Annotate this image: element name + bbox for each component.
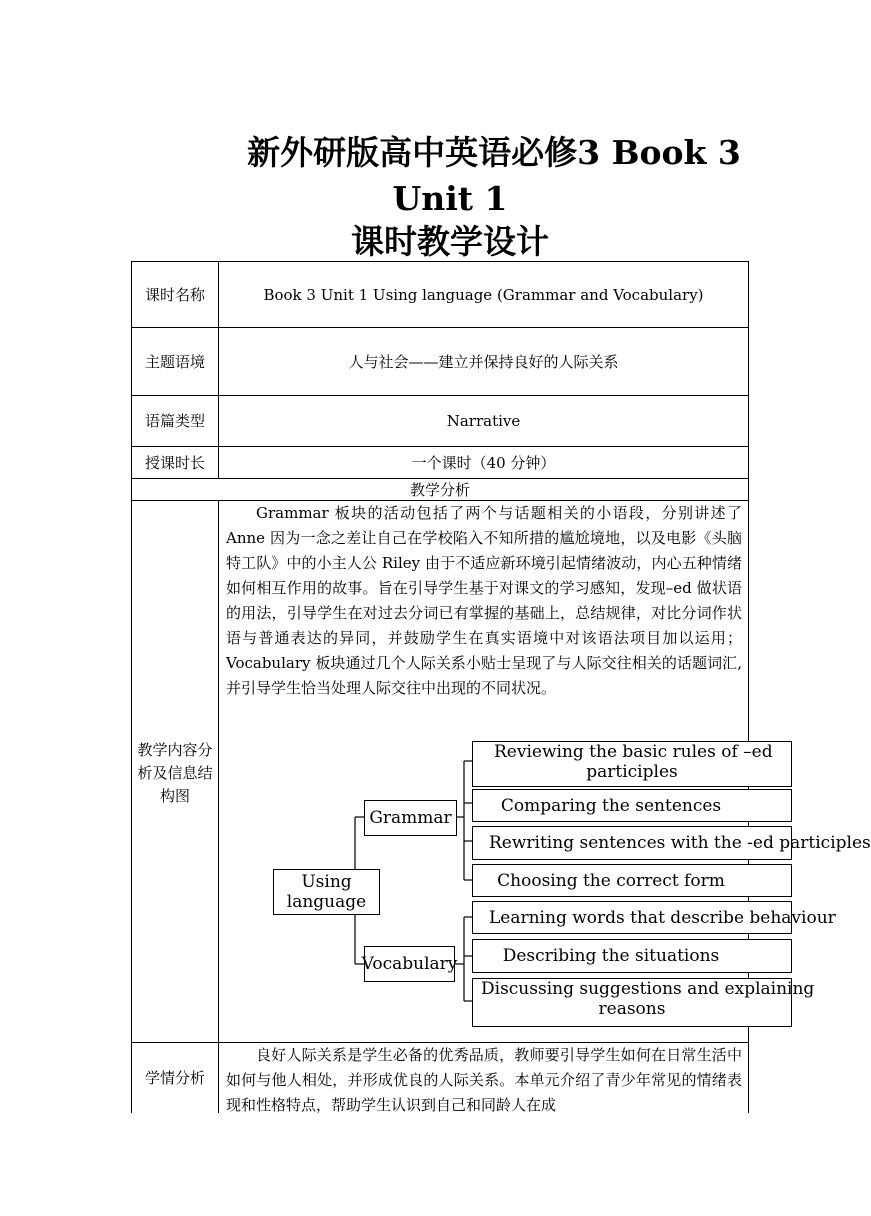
row-value-lesson-name: Book 3 Unit 1 Using language (Grammar and Vocabulary) (263, 285, 704, 304)
row-value-text-type: Narrative (446, 412, 521, 430)
document-title-line2: Unit 1 (392, 179, 508, 218)
diagram-vocabulary-item-2: Describing the situations (472, 939, 792, 973)
diagram-grammar-item-3: Rewriting sentences with the -ed participles (472, 826, 792, 860)
diagram-grammar-item-2: Comparing the sentences (472, 789, 792, 822)
row-label-text-type: 语篇类型 (144, 412, 205, 430)
diagram-grammar-item-4: Choosing the correct form (472, 864, 792, 897)
learner-analysis-paragraph: 良好人际关系是学生必备的优秀品质，教师要引导学生如何在日常生活中如何与他人相处，并形成优良的人际关系。本单元介绍了青少年常见的情绪表现和性格特点，帮助学生认识到自己和同龄人在成 (226, 1046, 742, 1114)
row-value-duration: 一个课时（40 分钟） (411, 453, 556, 472)
row-value-theme-context: 人与社会——建立并保持良好的人际关系 (348, 352, 619, 371)
row-label-content-analysis: 教学内容分析及信息结构图 (137, 740, 213, 805)
document-title-line3: 课时教学设计 (351, 222, 549, 261)
row-label-learner-analysis: 学情分析 (144, 1069, 205, 1087)
diagram-vocabulary-item-1: Learning words that describe behaviour (472, 901, 792, 934)
row-label-theme-context: 主题语境 (144, 352, 205, 371)
section-header-teaching-analysis: 教学分析 (409, 480, 470, 499)
content-analysis-paragraph: Grammar 板块的活动包括了两个与话题相关的小语段，分别讲述了 Anne 因为一念之差让自己在学校陷入不知所措的尴尬境地，以及电影《头脑特工队》中的小主人公 Riley 由于不适应新环境引起情绪波动，内心五种情绪如何相互作用的故事。旨在引导学生基于对课文的学习感知，发现–ed 做状语的用法，引导学生在对过去分词已有掌握的基础上，总结规律，对比分词作状语与普通表达的异同，并鼓励学生在真实语境中对该语法项目加以运用；Vocabulary 板块通过几个人际关系小贴士呈现了与人际交往相关的话题词汇,并引导学生恰当处理人际交往中出现的不同状况。 (226, 504, 742, 697)
row-label-lesson-name: 课时名称 (144, 285, 205, 304)
diagram-vocabulary-item-3: Discussing suggestions and explaining reasons (472, 978, 792, 1027)
document-title-line1: 新外研版高中英语必修3 Book 3 (247, 133, 741, 172)
diagram-vocabulary-node: Vocabulary (364, 946, 455, 982)
diagram-leaf-area (472, 736, 871, 1036)
diagram-grammar-node: Grammar (364, 800, 457, 836)
diagram-grammar-item-1: Reviewing the basic rules of –ed participles (472, 741, 792, 787)
diagram-root-node: Using language (273, 869, 380, 915)
row-label-duration: 授课时长 (144, 453, 205, 472)
